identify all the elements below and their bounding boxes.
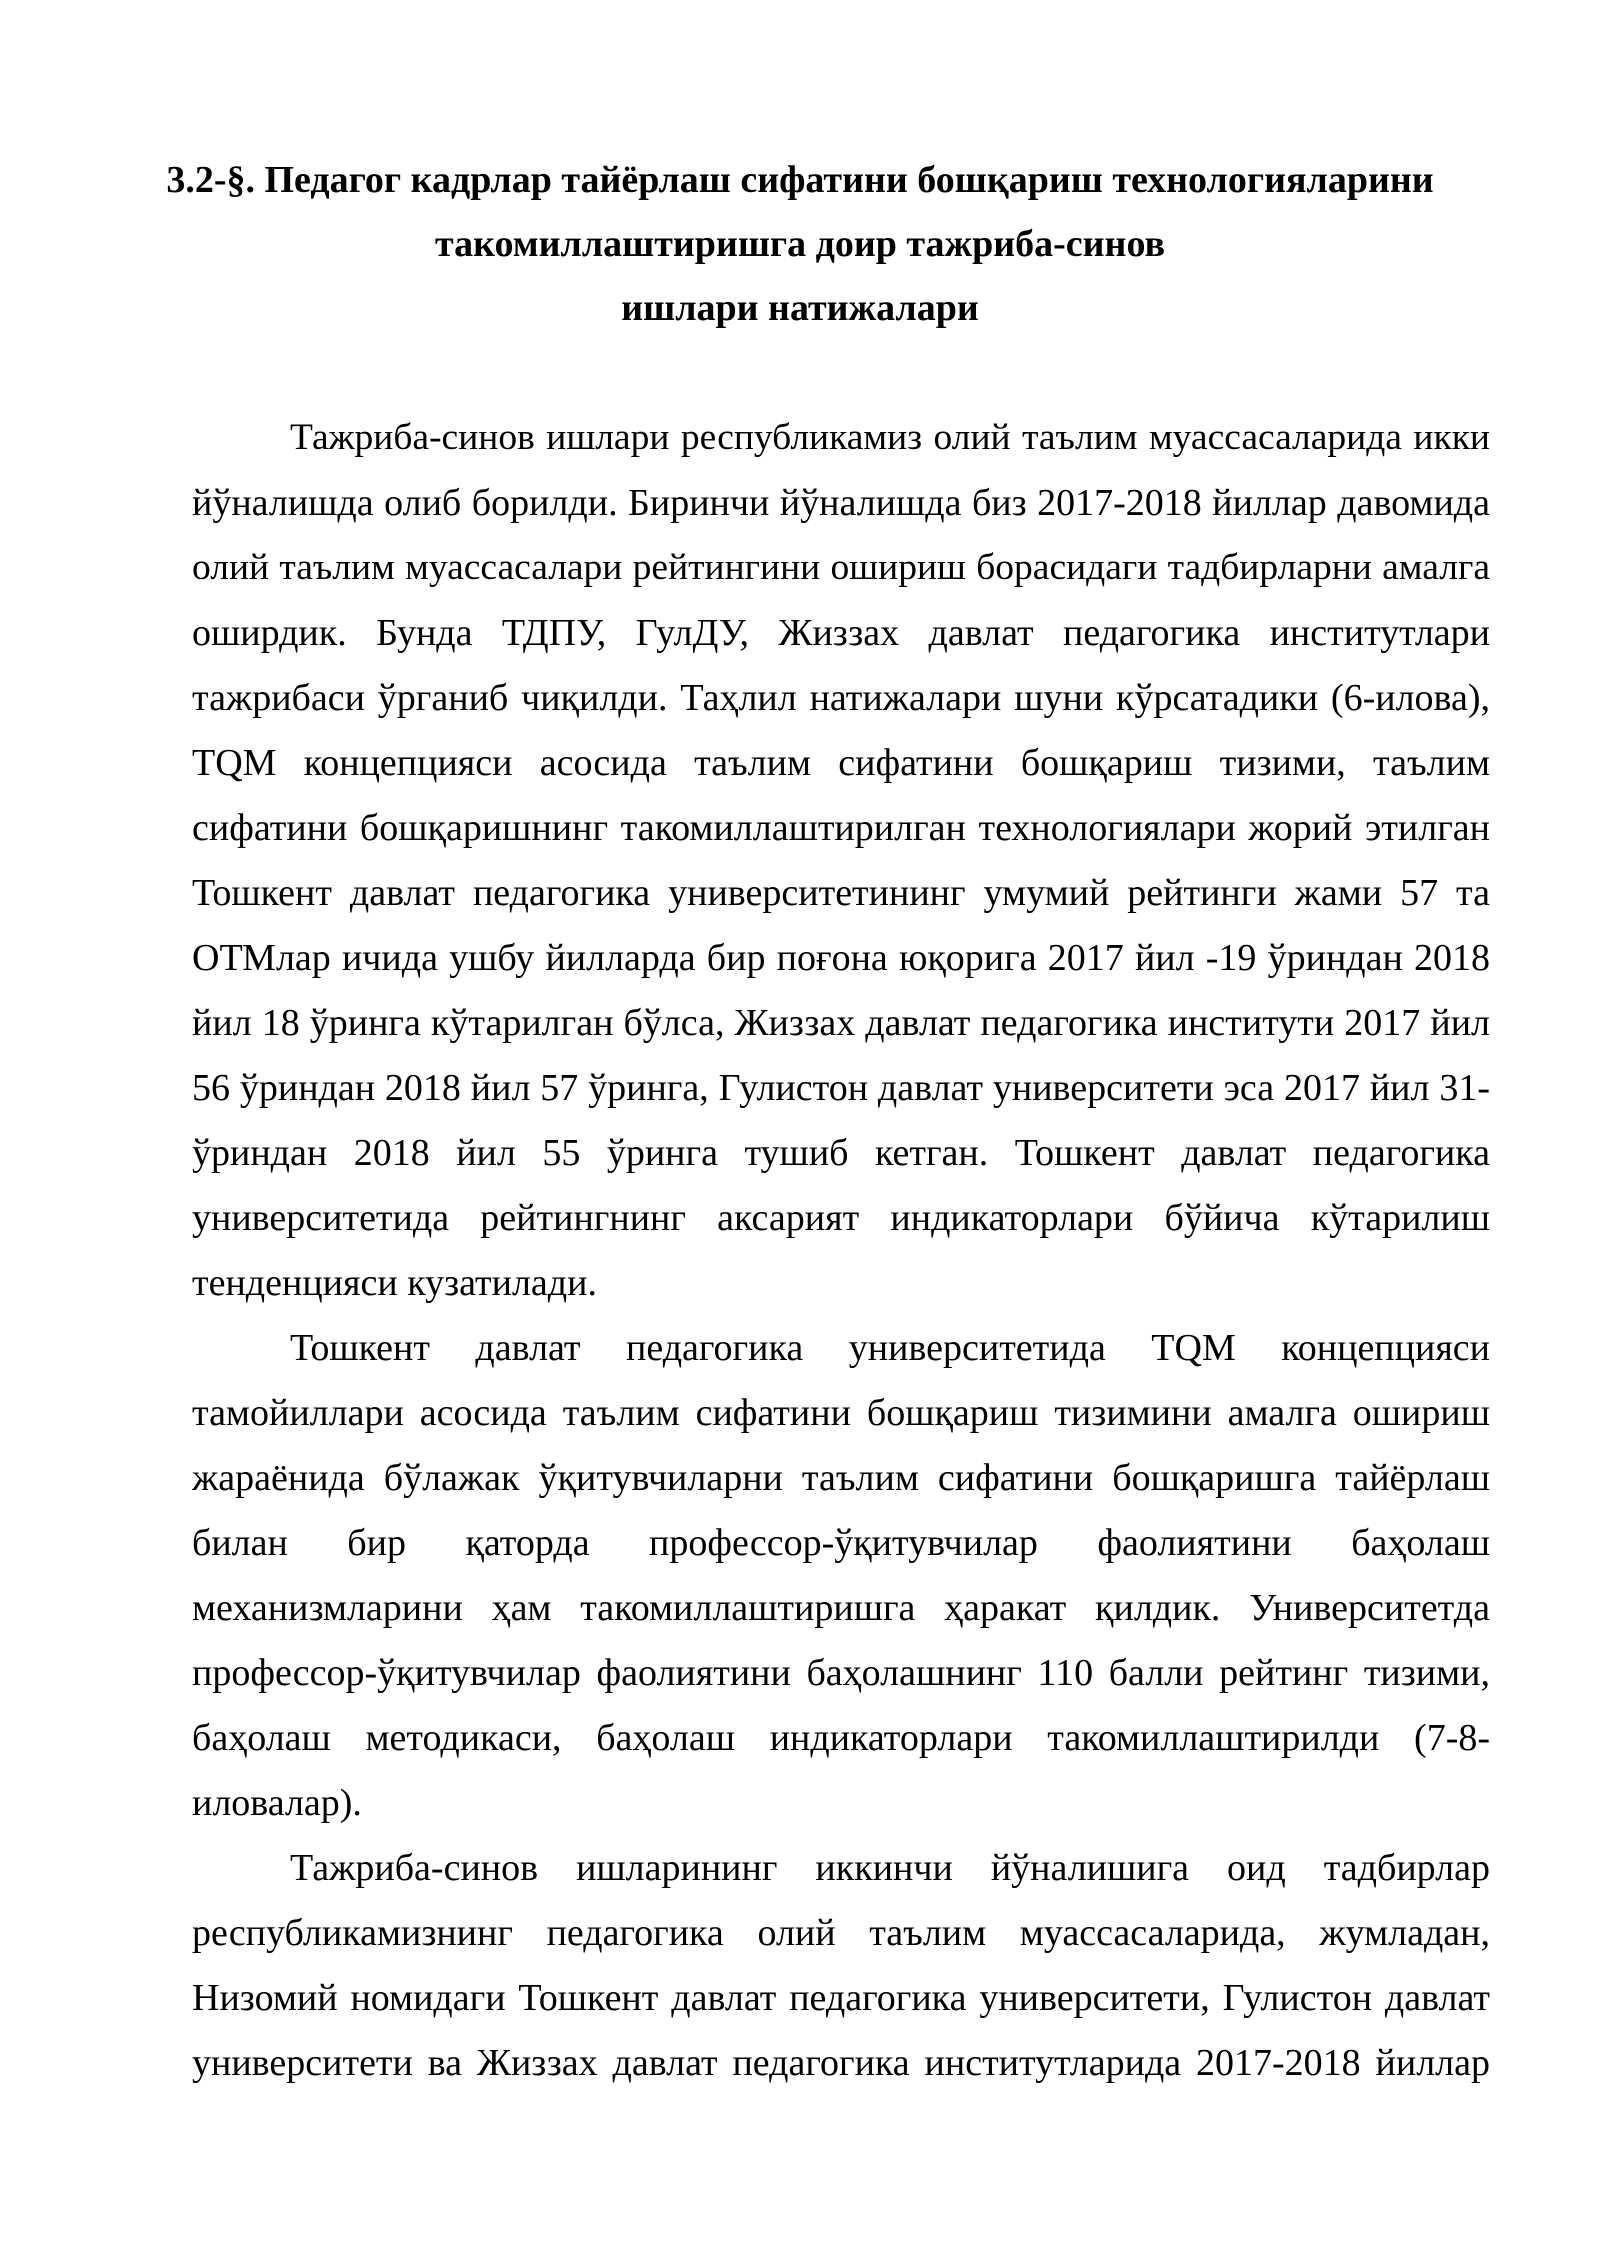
paragraph-3-line: университети ва Жиззах давлат педагогика институтларида 2017-2018 йиллар <box>192 2042 1490 2084</box>
section-title-line-3: ишлари натижалари <box>621 287 979 329</box>
paragraph-2-line: тамойиллари асосида таълим сифатини бошқариш тизимини амалга ошириш <box>192 1392 1490 1434</box>
paragraph-2-line: Тошкент давлат педагогика университетида TQM концепцияси <box>290 1327 1490 1369</box>
paragraph-1-line: ўриндан 2018 йил 55 ўринга тушиб кетган. Тошкент давлат педагогика <box>192 1132 1490 1174</box>
paragraph-1-line: тенденцияси кузатилади. <box>192 1262 597 1304</box>
section-title-line-2: такомиллаштиришга доир тажриба-синов <box>434 223 1166 265</box>
paragraph-1-line: йўналишда олиб борилди. Биринчи йўналишда биз 2017-2018 йиллар давомида <box>192 482 1490 524</box>
paragraph-1-line: 56 ўриндан 2018 йил 57 ўринга, Гулистон давлат университети эса 2017 йил 31- <box>192 1067 1490 1109</box>
paragraph-1-line: Тажриба-синов ишлари республикамиз олий таълим муассасаларида икки <box>290 417 1490 458</box>
paragraph-1-line: олий таълим муассасалари рейтингини ошириш борасидаги тадбирларни амалга <box>192 547 1490 588</box>
paragraph-2-line: иловалар). <box>192 1782 362 1824</box>
paragraph-3-line: Низомий номидаги Тошкент давлат педагогика университети, Гулистон давлат <box>192 1977 1490 2019</box>
paragraph-1-line: йил 18 ўринга кўтарилган бўлса, Жиззах давлат педагогика институти 2017 йил <box>192 1002 1490 1044</box>
paragraph-2-line: профессор-ўқитувчилар фаолиятини баҳолашнинг 110 балли рейтинг тизими, <box>192 1652 1490 1694</box>
paragraph-1-line: оширдик. Бунда ТДПУ, ГулДУ, Жиззах давлат педагогика институтлари <box>192 612 1490 654</box>
paragraph-2-line: жараёнида бўлажак ўқитувчиларни таълим сифатини бошқаришга тайёрлаш <box>192 1457 1490 1499</box>
paragraph-2-line: баҳолаш методикаси, баҳолаш индикаторлари такомиллаштирилди (7-8- <box>192 1717 1490 1759</box>
paragraph-1-line: университетида рейтингнинг аксарият индикаторлари бўйича кўтарилиш <box>192 1197 1490 1239</box>
paragraph-2-line: билан бир қаторда профессор-ўқитувчилар фаолиятини баҳолаш <box>192 1522 1490 1564</box>
paragraph-1-line: TQM концепцияси асосида таълим сифатини бошқариш тизими, таълим <box>192 742 1490 784</box>
paragraph-2-line: механизмларини ҳам такомиллаштиришга ҳаракат қилдик. Университетда <box>192 1587 1490 1629</box>
paragraph-3-line: республикамизнинг педагогика олий таълим муассасаларида, жумладан, <box>192 1912 1490 1954</box>
section-title-line-1: 3.2-§. Педагог кадрлар тайёрлаш сифатини бошқариш технологияларини <box>166 159 1434 201</box>
paragraph-1-line: тажрибаси ўрганиб чиқилди. Таҳлил натижалари шуни кўрсатадики (6-илова), <box>192 677 1490 719</box>
paragraph-1-line: сифатини бошқаришнинг такомиллаштирилган технологиялари жорий этилган <box>192 807 1490 849</box>
paragraph-1-line: ОТМлар ичида ушбу йилларда бир поғона юқорига 2017 йил -19 ўриндан 2018 <box>192 937 1490 979</box>
paragraph-1-line: Тошкент давлат педагогика университетининг умумий рейтинги жами 57 та <box>192 872 1490 914</box>
paragraph-3-line: Тажриба-синов ишларининг иккинчи йўналишига оид тадбирлар <box>290 1847 1490 1889</box>
